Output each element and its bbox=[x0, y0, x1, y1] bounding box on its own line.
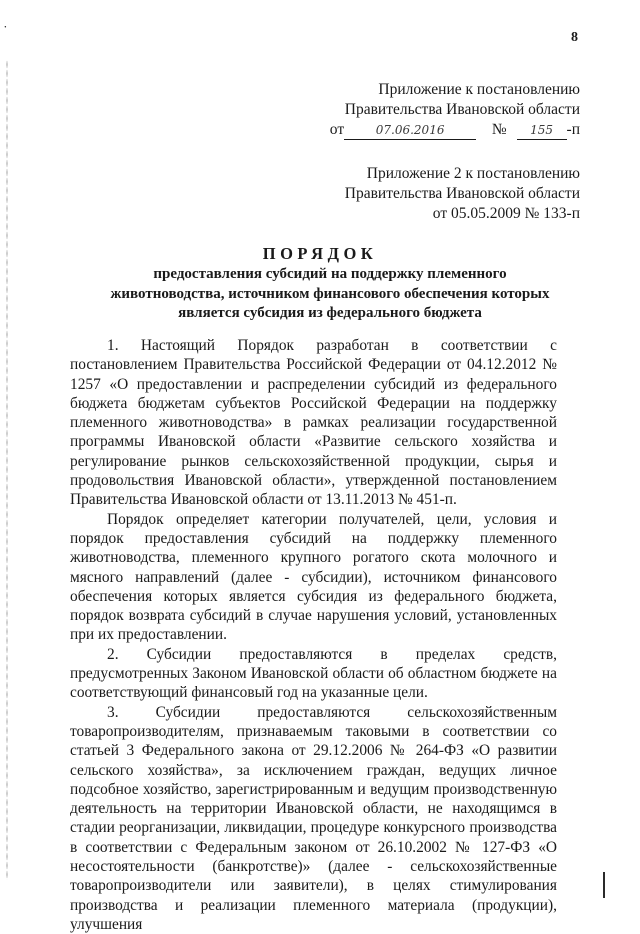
appendix-current-line1: Приложение к постановлению bbox=[378, 81, 580, 98]
appendix-current-line2: Правительства Ивановской области bbox=[344, 101, 580, 118]
paragraph-2: Порядок определяет категории получателей, цели, условия и порядок предоставления субсидий на поддержку племенного животноводства, племенного крупного рогатого скота молочного и мясного направлений (далее - субсидии), источником финансового обеспечения которых является субсидия из федерального бюджета, порядок возврата субсидий в случае нарушения условий, установленных при их предоставлении. bbox=[70, 510, 557, 644]
number-field bbox=[517, 121, 567, 140]
document-title: ПОРЯДОК bbox=[262, 244, 378, 263]
scan-edge-dots bbox=[6, 60, 8, 880]
handwritten-date: 07.06.2016 bbox=[375, 123, 445, 137]
corner-mark: ˙ bbox=[3, 24, 8, 39]
date-prefix: от bbox=[329, 121, 345, 138]
document-body bbox=[70, 336, 557, 934]
margin-mark bbox=[603, 872, 605, 898]
number-prefix: № bbox=[491, 121, 507, 138]
page-number: 8 bbox=[571, 30, 578, 45]
appendix-original-line1: Приложение 2 к постановлению bbox=[366, 165, 580, 182]
date-field bbox=[344, 121, 476, 140]
paragraph-4: 3. Субсидии предоставляются сельскохозяйственным товаропроизводителям, признаваемым таковыми в соответствии со статьей 3 Федерального закона от 29.12.2006 № 264-ФЗ «О развитии сельского хозяйства», за исключением граждан, ведущих личное подсобное хозяйство, зарегистрированным и ведущим производственную деятельность на территории Ивановской области, не находящимся в стадии реорганизации, ликвидации, процедуре конкурсного производства в соответствии с Федеральным законом от 26.10.2002 № 127-ФЗ «О несостоятельности (банкротстве)» (далее - сельскохозяйственные товаропроизводители или заявители), в целях стимулирования производства и реализации племенного материала (продукции), улучшения bbox=[70, 703, 557, 933]
appendix-original-line3: от 05.05.2009 № 133-п bbox=[432, 205, 580, 222]
document-subtitle: предоставления субсидий на поддержку племенного животноводства, источником финансового обеспечения которых является субсидия из федерального бюджета bbox=[110, 266, 550, 321]
appendix-current-header bbox=[330, 80, 580, 140]
appendix-current-date-row bbox=[330, 120, 580, 140]
appendix-original-header bbox=[345, 164, 580, 224]
paragraph-3: 2. Субсидии предоставляются в пределах средств, предусмотренных Законом Ивановской области об областном бюджете на соответствующий финансовый год на указанные цели. bbox=[70, 645, 557, 702]
number-suffix: -п bbox=[566, 121, 580, 138]
appendix-original-line2: Правительства Ивановской области bbox=[344, 185, 580, 202]
paragraph-1: 1. Настоящий Порядок разработан в соответствии с постановлением Правительства Российской Федерации от 04.12.2012 № 1257 «О предоставлении и распределении субсидий из федерального бюджета бюджетам субъектов Российской Федерации на поддержку племенного животноводства» в рамках реализации государственной программы Ивановской области «Развитие сельского хозяйства и регулирование рынков сельскохозяйственной продукции, сырья и продовольствия Ивановской области», утвержденной постановлением Правительства Ивановской области от 13.11.2013 № 451-п. bbox=[70, 337, 557, 509]
handwritten-number: 155 bbox=[530, 123, 553, 137]
